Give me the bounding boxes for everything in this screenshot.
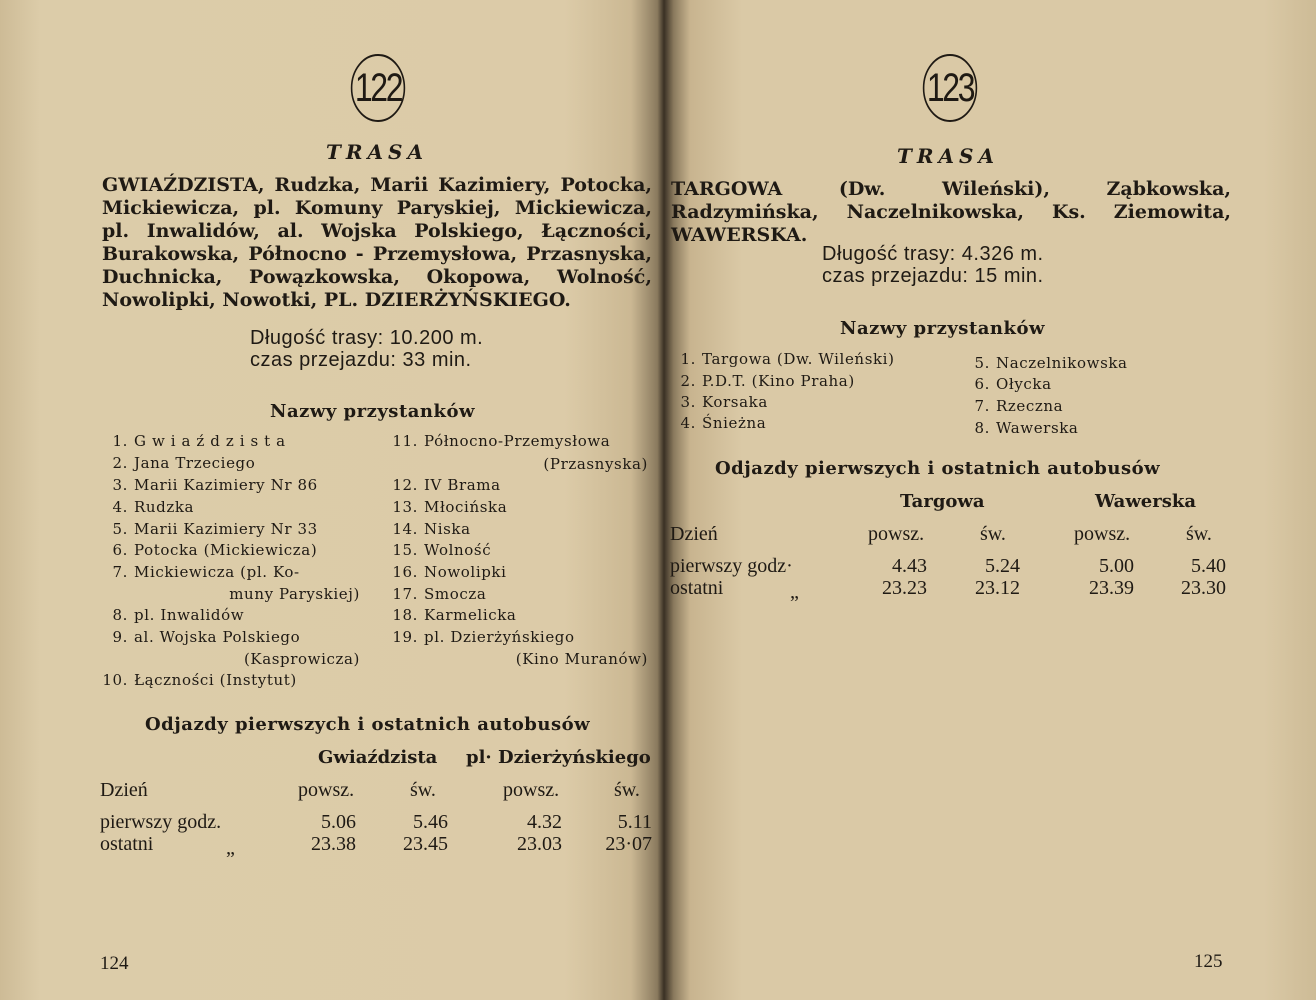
stop-item: 3. Marii Kazimiery Nr 86: [112, 476, 318, 494]
stop-item: 10. Łączności (Instytut): [102, 671, 297, 689]
day-label: Dzień: [100, 779, 148, 801]
page-number: 125: [1194, 951, 1223, 972]
time-cell: 5.40: [1191, 555, 1226, 577]
stop-item: 5. Marii Kazimiery Nr 33: [112, 520, 318, 538]
col-holiday-b: św.: [614, 779, 640, 801]
time-cell: 23.38: [311, 833, 356, 855]
right-page: [664, 0, 1316, 1000]
route-number-badge: 123: [923, 54, 977, 122]
time-cell: 5.00: [1099, 555, 1134, 577]
route-length: Długość trasy: 10.200 m.: [250, 327, 484, 349]
ditto-mark: „: [790, 581, 799, 603]
time-cell: 5.06: [321, 811, 356, 833]
stops-heading: Nazwy przystanków: [840, 318, 1045, 339]
col-holiday-a: św.: [410, 779, 436, 801]
time-cell: 5.11: [617, 811, 652, 833]
route-length: Długość trasy: 4.326 m.: [822, 243, 1044, 265]
stops-heading: Nazwy przystanków: [270, 401, 475, 422]
last-row-label: ostatni: [670, 577, 724, 599]
stop-item: 2. Jana Trzeciego: [112, 454, 256, 472]
stop-item: 13. Młocińska: [392, 498, 508, 516]
day-label: Dzień: [670, 523, 718, 545]
stop-item: 15. Wolność: [392, 541, 492, 559]
time-cell: 5.46: [413, 811, 448, 833]
time-cell: 23·07: [605, 833, 652, 855]
stop-item: 17. Smocza: [392, 585, 487, 603]
first-row-label: pierwszy godz·: [670, 555, 793, 577]
route-number-badge: 122: [351, 54, 405, 122]
time-cell: 4.32: [527, 811, 562, 833]
time-cell: 23.23: [882, 577, 927, 599]
stop-item: 1. Targowa (Dw. Wileński): [680, 350, 895, 368]
stop-item: 18. Karmelicka: [392, 606, 517, 624]
stop-item: 9. al. Wojska Polskiego: [112, 628, 301, 646]
stop-continuation: (Przasnyska): [543, 455, 648, 473]
time-cell: 23.03: [517, 833, 562, 855]
col-weekday-b: powsz.: [1074, 523, 1131, 545]
stop-item: 11. Północno-Przemysłowa: [392, 432, 611, 450]
stop-item: 19. pl. Dzierżyńskiego: [392, 628, 575, 646]
trasa-heading: TRASA: [897, 144, 999, 168]
col-weekday-b: powsz.: [503, 779, 560, 801]
last-row-label: ostatni: [100, 833, 154, 855]
stop-item: 4. Rudzka: [112, 498, 195, 516]
stop-continuation: (Kino Muranów): [515, 650, 648, 668]
terminal-a: Gwiaździsta: [318, 747, 438, 768]
stop-continuation: muny Paryskiej): [229, 585, 360, 603]
stop-item: 4. Śnieżna: [680, 414, 767, 432]
first-row-label: pierwszy godz.: [100, 811, 222, 833]
stop-item: 8. pl. Inwalidów: [112, 606, 245, 624]
time-cell: 5.24: [985, 555, 1020, 577]
route-description: TARGOWA (Dw. Wileński), Ząbkowska, Radzymińska, Naczelnikowska, Ks. Ziemowita, WAWERSKA.: [671, 178, 1231, 246]
col-holiday-a: św.: [980, 523, 1006, 545]
terminal-a: Targowa: [900, 491, 985, 512]
page-number: 124: [100, 953, 129, 974]
departures-heading: Odjazdy pierwszych i ostatnich autobusów: [715, 458, 1161, 479]
stop-item: 16. Nowolipki: [392, 563, 507, 581]
col-weekday-a: powsz.: [298, 779, 355, 801]
col-weekday-a: powsz.: [868, 523, 925, 545]
route-description: GWIAŹDZISTA, Rudzka, Marii Kazimiery, Potocka, Mickiewicza, pl. Komuny Paryskiej, Mickiewicza, pl. Inwalidów, al. Wojska Polskiego, Łączności, Burakowska, Północno - Przemysłowa, Przasnyska, Duchnicka, Powązkowska, Okopowa, Wolność, Nowolipki, Nowotki, PL. DZIERŻYŃSKIEGO.: [102, 174, 652, 311]
time-cell: 4.43: [892, 555, 927, 577]
stop-item: 6. Potocka (Mickiewicza): [112, 541, 318, 559]
stop-item: 2. P.D.T. (Kino Praha): [680, 372, 855, 390]
departures-heading: Odjazdy pierwszych i ostatnich autobusów: [145, 714, 591, 735]
time-cell: 23.12: [975, 577, 1020, 599]
col-holiday-b: św.: [1186, 523, 1212, 545]
stop-item: 7. Mickiewicza (pl. Ko-: [112, 563, 300, 581]
stop-item: 12. IV Brama: [392, 476, 501, 494]
stop-item: 6. Ołycka: [974, 375, 1052, 393]
stop-item: 1. G w i a ź d z i s t a: [112, 432, 286, 450]
terminal-b: Wawerska: [1095, 491, 1197, 512]
stop-continuation: (Kasprowicza): [243, 650, 360, 668]
time-cell: 23.39: [1089, 577, 1134, 599]
stop-item: 7. Rzeczna: [974, 397, 1064, 415]
time-cell: 23.30: [1181, 577, 1226, 599]
terminal-b: pl· Dzierżyńskiego: [466, 747, 651, 768]
trasa-heading: TRASA: [326, 140, 428, 164]
stop-item: 5. Naczelnikowska: [974, 354, 1128, 372]
stop-item: 8. Wawerska: [974, 419, 1079, 437]
ditto-mark: „: [226, 837, 235, 859]
travel-time: czas przejazdu: 15 min.: [822, 265, 1044, 287]
stop-item: 14. Niska: [392, 520, 471, 538]
travel-time: czas przejazdu: 33 min.: [250, 349, 472, 371]
stop-item: 3. Korsaka: [680, 393, 768, 411]
time-cell: 23.45: [403, 833, 448, 855]
